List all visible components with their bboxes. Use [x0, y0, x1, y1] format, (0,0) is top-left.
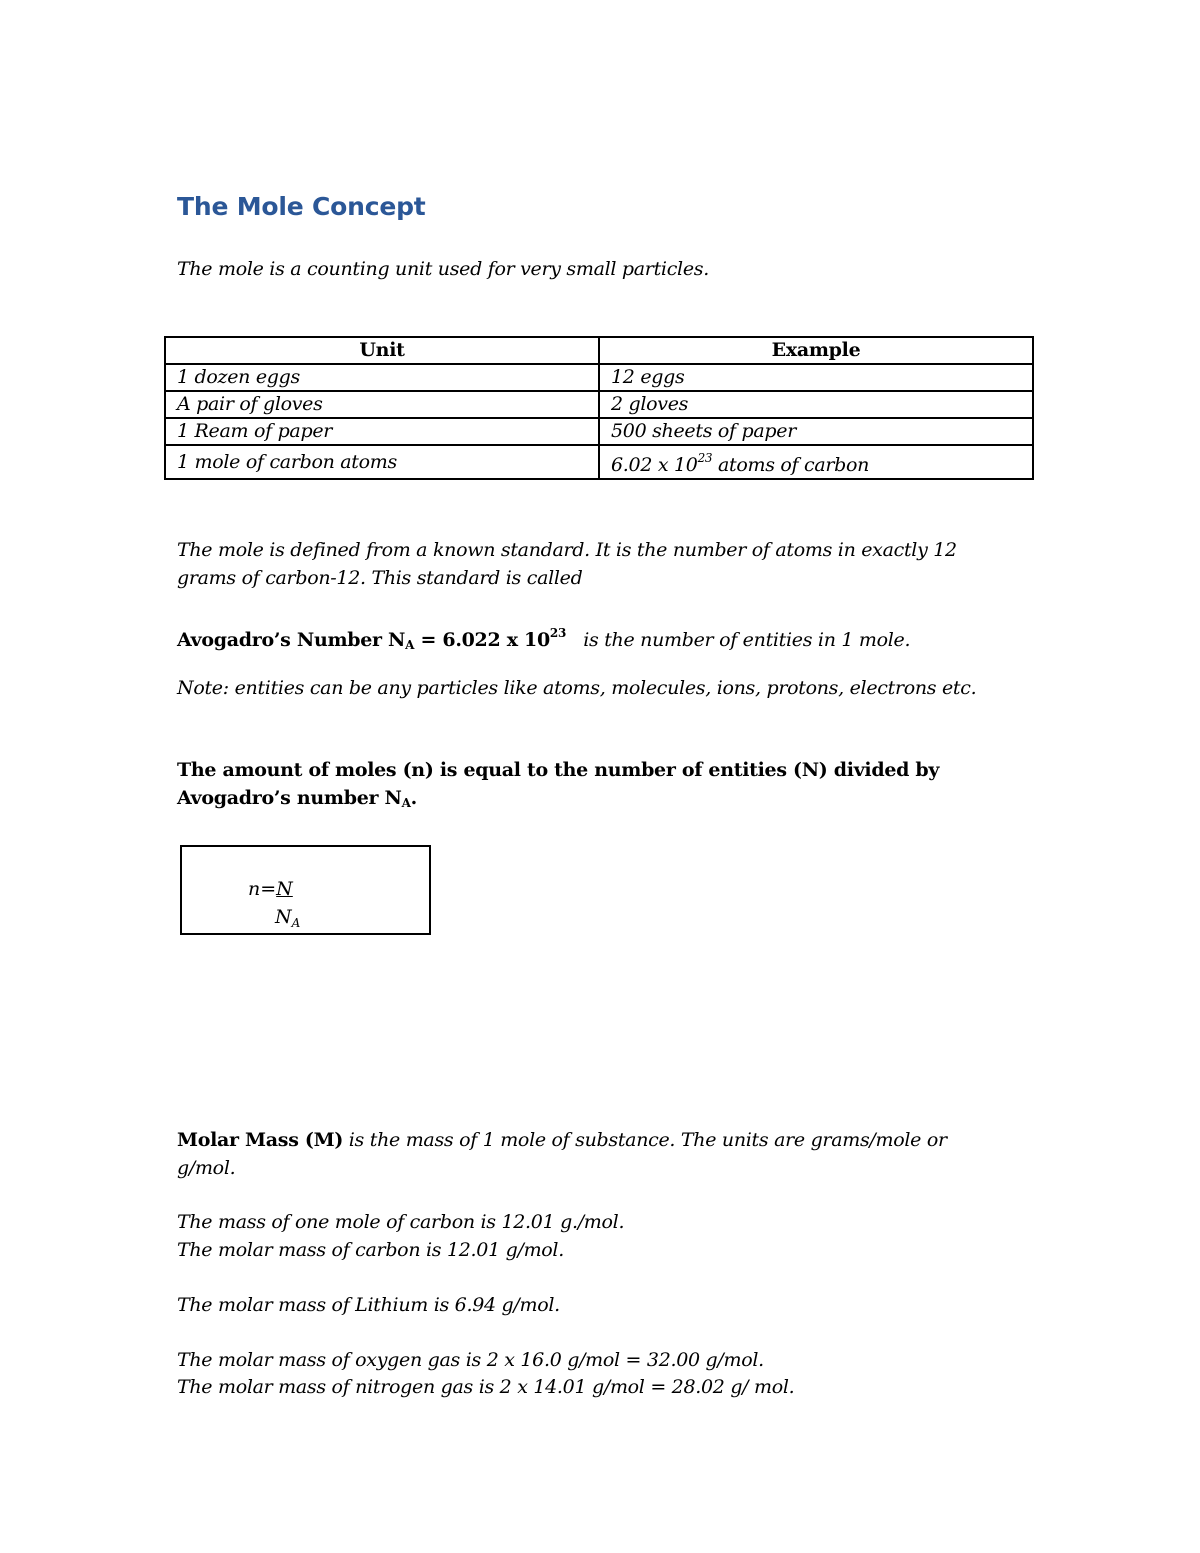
table-row [165, 418, 1033, 445]
formula-numerator: N [276, 878, 293, 900]
cell-unit: 1 Ream of paper [165, 418, 599, 445]
header-example: Example [599, 337, 1033, 364]
formula-lhs: n= [248, 878, 277, 900]
molar-mass-line-2: g/mol. [177, 1157, 236, 1179]
example-base: 6.02 x 10 [611, 454, 698, 476]
avogadro-sub: A [405, 638, 415, 652]
example-tail: atoms of carbon [712, 454, 870, 476]
cell-example: 500 sheets of paper [599, 418, 1033, 445]
table-row [165, 445, 1033, 479]
molar-mass-definition: is the mass of 1 mole of substance. The units are grams/mole or [343, 1129, 947, 1151]
example-line: The molar mass of oxygen gas is 2 x 16.0 g/mol = 32.00 g/mol. [177, 1349, 764, 1371]
avogadro-tail: is the number of entities in 1 mole. [583, 629, 911, 651]
units-table [164, 336, 1034, 480]
moles-statement-sub: A [401, 796, 411, 810]
table-row [165, 391, 1033, 418]
avogadro-value: = 6.022 x 10 [414, 629, 550, 651]
formula-denominator-line [275, 906, 300, 930]
avogadro-exponent: 23 [549, 626, 567, 640]
table-row [165, 364, 1033, 391]
cell-example [599, 445, 1033, 479]
definition-line-1: The mole is defined from a known standard. It is the number of atoms in exactly 12 [177, 539, 957, 561]
formula-box [180, 845, 431, 935]
example-line: The molar mass of carbon is 12.01 g/mol. [177, 1239, 564, 1261]
intro-text: The mole is a counting unit used for very small particles. [177, 258, 709, 280]
example-line: The mass of one mole of carbon is 12.01 g./mol. [177, 1211, 625, 1233]
example-line: The molar mass of Lithium is 6.94 g/mol. [177, 1294, 560, 1316]
formula-numerator-line [248, 878, 293, 900]
note-text: Note: entities can be any particles like atoms, molecules, ions, protons, electrons etc. [177, 677, 977, 699]
definition-line-2: grams of carbon-12. This standard is called [177, 567, 583, 589]
moles-statement-end: . [410, 787, 417, 809]
moles-statement-line-2 [177, 784, 417, 817]
avogadro-line [177, 619, 910, 659]
moles-statement-text: Avogadro’s number N [177, 787, 402, 809]
moles-statement-line-1: The amount of moles (n) is equal to the number of entities (N) divided by [177, 759, 940, 781]
table-header-row [165, 337, 1033, 364]
page-title: The Mole Concept [177, 192, 426, 221]
formula-denominator-sub: A [291, 916, 301, 930]
molar-mass-line-1 [177, 1126, 947, 1154]
cell-example: 12 eggs [599, 364, 1033, 391]
cell-unit: A pair of gloves [165, 391, 599, 418]
example-line: The molar mass of nitrogen gas is 2 x 14.01 g/mol = 28.02 g/ mol. [177, 1376, 795, 1398]
cell-unit: 1 dozen eggs [165, 364, 599, 391]
example-exponent: 23 [697, 451, 713, 465]
header-unit: Unit [165, 337, 599, 364]
avogadro-label: Avogadro’s Number N [177, 629, 406, 651]
cell-example: 2 gloves [599, 391, 1033, 418]
formula-denominator: N [275, 906, 292, 928]
molar-mass-label: Molar Mass (M) [177, 1129, 344, 1151]
cell-unit: 1 mole of carbon atoms [165, 445, 599, 479]
